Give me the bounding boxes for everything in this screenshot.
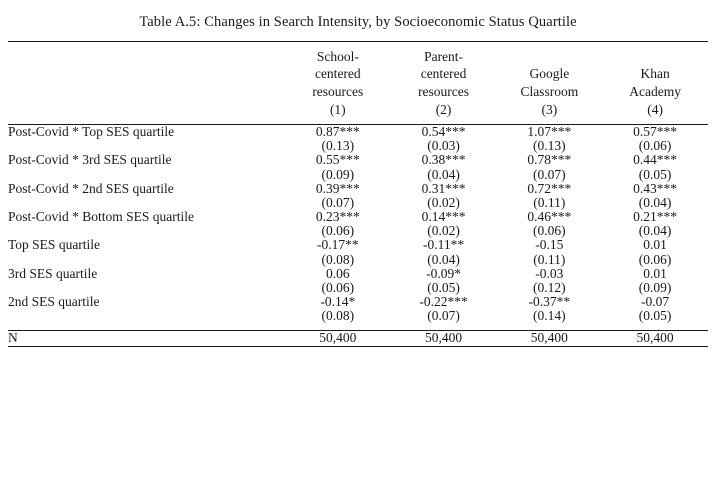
std-error-cell: (0.11) [533, 194, 566, 210]
coefficient-cell: 0.14*** [421, 209, 466, 225]
table-row [8, 267, 708, 281]
column-header-2-line-2: centered [420, 66, 467, 82]
coefficient-cell: 0.01 [643, 237, 667, 253]
std-error-cell: (0.06) [638, 251, 672, 267]
coefficient-cell: 0.54*** [421, 124, 466, 140]
std-error-cell: (0.03) [427, 138, 460, 154]
std-error-cell: (0.08) [321, 251, 355, 267]
footer-value-cell: 50,400 [636, 330, 674, 346]
coefficient-cell: 0.46*** [527, 209, 572, 225]
row-label-blank [8, 309, 285, 323]
coefficient-cell: 0.55*** [315, 152, 360, 168]
row-label: Top SES quartile [8, 237, 101, 253]
coefficient-cell: -0.11** [423, 237, 465, 253]
table-row-se [8, 309, 708, 323]
coefficient-cell: 0.21*** [633, 209, 678, 225]
std-error-cell: (0.04) [638, 223, 672, 239]
std-error-cell: (0.06) [638, 138, 672, 154]
coefficient-cell: 0.39*** [315, 180, 360, 196]
table-row [8, 210, 708, 224]
table-row-se [8, 224, 708, 238]
column-header-2-line-1: Parent- [424, 49, 464, 64]
column-header-1-line-1: School- [316, 49, 359, 64]
row-label: Post-Covid * Top SES quartile [8, 124, 175, 140]
table-row [8, 153, 708, 167]
coefficient-cell: 0.87*** [315, 124, 360, 140]
coefficient-cell: 0.01 [643, 265, 667, 281]
row-label: Post-Covid * 2nd SES quartile [8, 180, 174, 196]
row-label-blank [8, 224, 285, 238]
std-error-cell: (0.11) [533, 251, 566, 267]
column-header-4-line-2: Academy [629, 83, 681, 99]
row-label: 3rd SES quartile [8, 265, 98, 281]
regression-table [8, 41, 708, 347]
coefficient-cell: 0.06 [326, 265, 350, 281]
table-row [8, 295, 708, 309]
row-label-blank [8, 168, 285, 182]
coefficient-cell: -0.14* [320, 294, 356, 310]
coefficient-cell: 0.78*** [527, 152, 572, 168]
std-error-cell: (0.12) [533, 279, 566, 295]
table-bottom-rule [8, 347, 708, 348]
footer-value-cell: 50,400 [425, 330, 463, 346]
table-row [8, 182, 708, 196]
coefficient-cell: 0.72*** [527, 180, 572, 196]
coefficient-cell: -0.03 [535, 265, 564, 281]
std-error-cell: (0.07) [533, 166, 566, 182]
column-header-3-line-2: Classroom [520, 83, 579, 99]
header-label-blank [8, 48, 285, 118]
row-label: Post-Covid * Bottom SES quartile [8, 209, 195, 225]
coefficient-cell: 0.38*** [421, 152, 466, 168]
column-header-3-line-1: Google [529, 66, 570, 82]
coefficient-cell: -0.17** [317, 237, 359, 253]
std-error-cell: (0.05) [638, 166, 672, 182]
table-row-se [8, 281, 708, 295]
coefficient-cell: 0.43*** [633, 180, 678, 196]
table-row [8, 125, 708, 139]
column-header-4 [602, 48, 708, 118]
std-error-cell: (0.13) [321, 138, 355, 154]
row-label: 2nd SES quartile [8, 294, 100, 310]
coefficient-cell: -0.09* [426, 265, 461, 281]
table-row-se [8, 196, 708, 210]
std-error-cell: (0.13) [533, 138, 566, 154]
row-label: Post-Covid * 3rd SES quartile [8, 152, 172, 168]
table-caption: Table A.5: Changes in Search Intensity, by Socioeconomic Status Quartile [139, 14, 577, 30]
footer-spacer [8, 323, 708, 331]
coefficient-cell: 0.23*** [315, 209, 360, 225]
table-row [8, 238, 708, 252]
row-label-blank [8, 139, 285, 153]
coefficient-cell: 0.31*** [421, 180, 466, 196]
table-header-row [8, 48, 708, 118]
std-error-cell: (0.06) [533, 223, 566, 239]
std-error-cell: (0.05) [427, 279, 460, 295]
coefficient-cell: -0.07 [641, 294, 670, 310]
coefficient-cell: -0.15 [535, 237, 564, 253]
column-header-2 [391, 48, 497, 118]
column-header-4-number: (4) [647, 101, 663, 117]
column-header-2-number: (2) [435, 101, 452, 117]
std-error-cell: (0.04) [427, 166, 460, 182]
footer-value-cell: 50,400 [530, 330, 568, 346]
std-error-cell: (0.04) [427, 251, 460, 267]
column-header-3 [496, 48, 602, 118]
table-row-se [8, 139, 708, 153]
std-error-cell: (0.08) [321, 308, 355, 324]
coefficient-cell: -0.22*** [419, 294, 468, 310]
std-error-cell: (0.06) [321, 279, 355, 295]
std-error-cell: (0.07) [427, 308, 460, 324]
std-error-cell: (0.04) [638, 194, 672, 210]
column-header-1-number: (1) [329, 101, 346, 117]
table-row-se [8, 253, 708, 267]
table-row-se [8, 168, 708, 182]
footer-value-cell: 50,400 [319, 330, 357, 346]
column-header-1-line-2: centered [314, 66, 361, 82]
row-label-blank [8, 196, 285, 210]
table-footer-row [8, 331, 708, 346]
column-header-2-line-3: resources [418, 83, 470, 99]
column-header-1 [285, 48, 391, 118]
column-header-3-number: (3) [541, 101, 558, 117]
row-label-blank [8, 281, 285, 295]
column-header-4-line-1: Khan [640, 66, 670, 82]
std-error-cell: (0.05) [638, 308, 672, 324]
footer-label: N [8, 330, 18, 346]
coefficient-cell: 0.57*** [633, 124, 678, 140]
std-error-cell: (0.09) [321, 166, 355, 182]
std-error-cell: (0.07) [321, 194, 355, 210]
std-error-cell: (0.14) [533, 308, 566, 324]
std-error-cell: (0.02) [427, 223, 460, 239]
std-error-cell: (0.09) [638, 279, 672, 295]
coefficient-cell: 1.07*** [527, 124, 572, 140]
row-label-blank [8, 253, 285, 267]
std-error-cell: (0.02) [427, 194, 460, 210]
std-error-cell: (0.06) [321, 223, 355, 239]
coefficient-cell: -0.37** [528, 294, 571, 310]
coefficient-cell: 0.44*** [633, 152, 678, 168]
column-header-1-line-3: resources [312, 83, 364, 99]
